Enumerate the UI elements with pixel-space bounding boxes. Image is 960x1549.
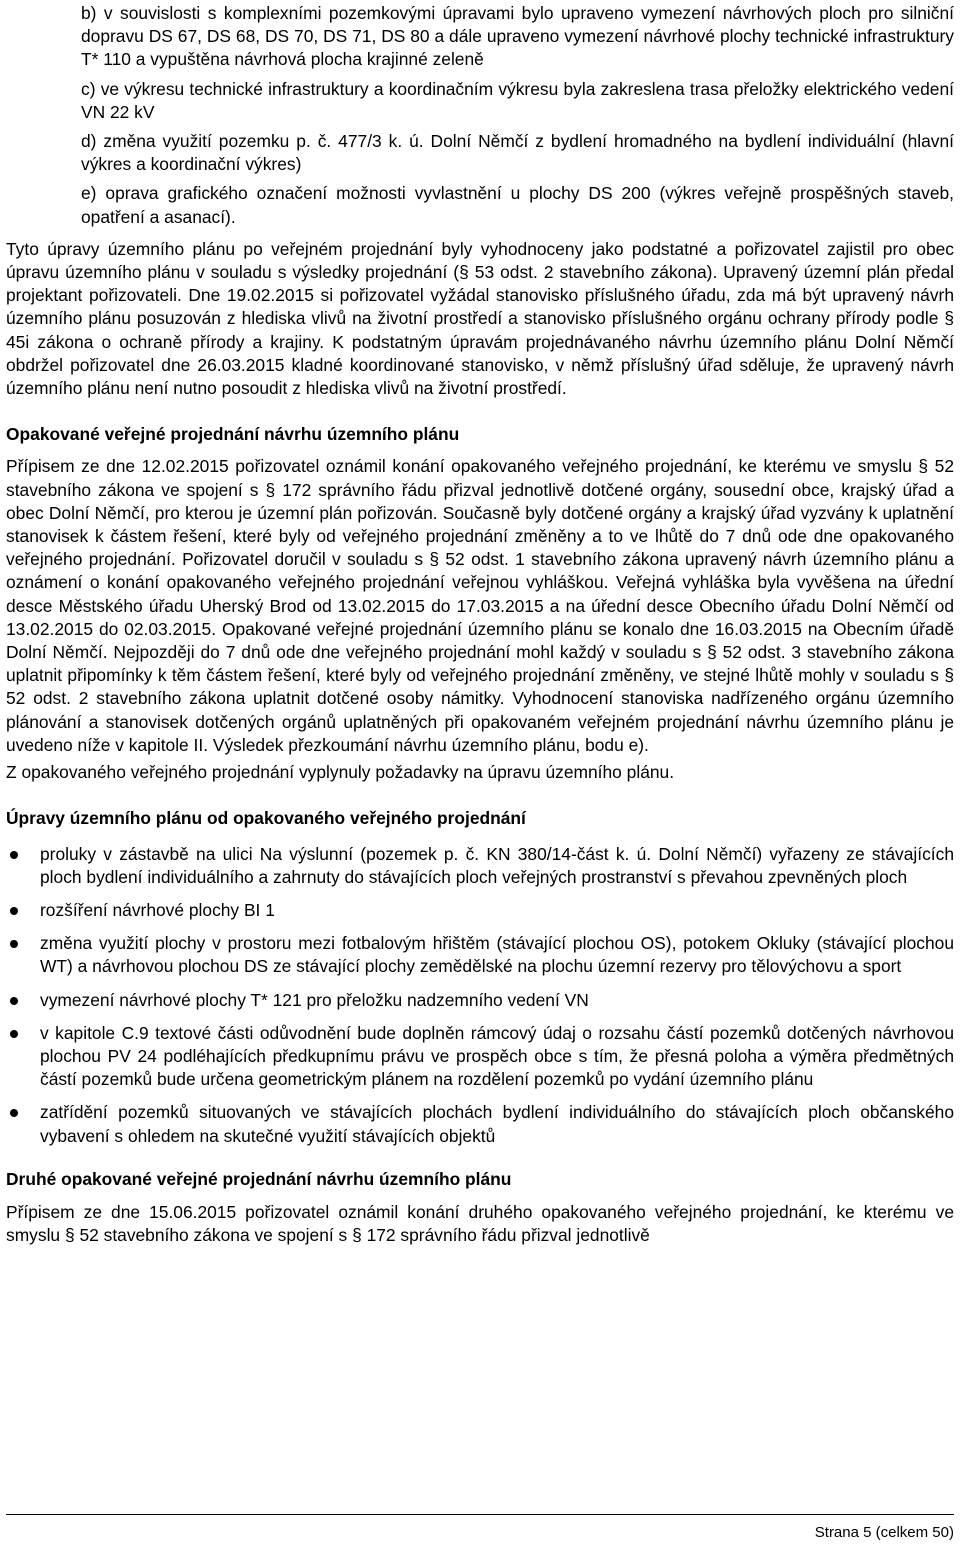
list-item-text: proluky v zástavbě na ulici Na výslunní (pozemek p. č. KN 380/14-část k. ú. Dolní Němčí) vyřazeny ze stávajících ploch bydlení individuálního a zahrnuty do stávajících ploch veřejných prostranství s převahou zpevněných ploch	[40, 843, 954, 887]
page-number: Strana 5 (celkem 50)	[814, 1524, 954, 1541]
list-item-text: změna využití plochy v prostoru mezi fotbalovým hřištěm (stávající plochou OS), potokem Okluky (stávající plochou WT) a návrhovou plochou DS ze stávající plochy zemědělské na plochu územní rezervy pro tělovýchovu a sport	[40, 933, 954, 977]
list-item	[6, 1101, 954, 1147]
bullet-icon	[10, 997, 18, 1005]
section-heading-repeated-hearing: Opakované veřejné projednání návrhu územního plánu	[6, 424, 460, 445]
page-content	[6, 2, 954, 1247]
list-item	[6, 989, 954, 1012]
list-item	[6, 899, 954, 922]
paragraph-requirements: Z opakovaného veřejného projednání vyplynuly požadavky na úpravu územního plánu.	[6, 762, 675, 783]
list-item-text: rozšíření návrhové plochy BI 1	[40, 899, 275, 920]
bullet-icon	[10, 940, 18, 948]
list-item	[6, 932, 954, 978]
list-item-text: v kapitole C.9 textové části odůvodnění bude doplněn rámcový údaj o rozsahu částí pozemků dotčených návrhovou plochou PV 24 podléhajících předkupnímu právu ve prospěch obce s tím, že přesná poloha a výměra předmětných částí pozemků bude určena geometrickým plánem na rozdělení pozemků po vydání územního plánu	[40, 1022, 954, 1090]
section-heading-adjustments: Úpravy územního plánu od opakovaného veřejného projednání	[6, 808, 526, 829]
bullet-icon	[10, 1030, 18, 1038]
paragraph-repeated-hearing: Přípisem ze dne 12.02.2015 pořizovatel oznámil konání opakovaného veřejného projednání, ke kterému ve smyslu § 52 stavebního zákona ve spojení s § 172 správního řádu přizval jednotlivě dotčené orgány, sousední obce, krajský úřad a obec Dolní Němčí, pro kterou je územní plán pořizován. Současně byly dotčené orgány a krajský úřad vyzvány k uplatnění stanovisek k částem řešení, které byly od veřejného projednání změněny a to ve lhůtě do 7 dnů ode dne opakovaného veřejného projednání. Pořizovatel doručil v souladu s § 52 odst. 1 stavebního zákona upravený návrh územního plánu a oznámení o konání opakovaného veřejného projednání veřejnou vyhláškou. Veřejná vyhláška byla vyvěšena na úřední desce Městského úřadu Uherský Brod od 13.02.2015 do 17.03.2015 a na úřední desce Obecního úřadu Dolní Němčí od 13.02.2015 do 02.03.2015. Opakované veřejné projednání územního plánu se konalo dne 16.03.2015 na Obecním úřadě Dolní Němčí. Nejpozději do 7 dnů ode dne veřejného projednání mohl každý v souladu s § 52 odst. 3 stavebního zákona uplatnit připomínky k těm částem řešení, které byly od veřejného projednání změněny, ve stejné lhůtě mohly v souladu s § 52 odst. 2 stavebního zákona uplatnit dotčené osoby námitky. Vyhodnocení stanoviska nadřízeného orgánu územního plánování a stanovisek dotčených orgánů uplatněných při opakovaném veřejném projednání návrhu územního plánu je uvedeno níže v kapitole II. Výsledek přezkoumání návrhu územního plánu, bodu e).	[6, 456, 954, 755]
list-item-text: vymezení návrhové plochy T* 121 pro přeložku nadzemního vedení VN	[40, 989, 589, 1010]
list-item-d: d) změna využití pozemku p. č. 477/3 k. ú. Dolní Němčí z bydlení hromadného na bydlení individuální (hlavní výkres a koordinační výkres)	[81, 131, 954, 175]
list-item-text: zatřídění pozemků situovaných ve stávajících plochách bydlení individuálního do stávajících ploch občanského vybavení s ohledem na skutečné využití stávajících objektů	[40, 1102, 954, 1146]
adjustments-list	[6, 843, 954, 1148]
list-item-c: c) ve výkresu technické infrastruktury a koordinačním výkresu byla zakreslena trasa přeložky elektrického vedení VN 22 kV	[81, 78, 954, 122]
paragraph-adjustments-evaluation: Tyto úpravy územního plánu po veřejném projednání byly vyhodnoceny jako podstatné a pořizovatel zajistil pro obec úpravu územního plánu v souladu s výsledky projednání (§ 53 odst. 2 stavebního zákona). Upravený územní plán předal projektant pořizovateli. Dne 19.02.2015 si pořizovatel vyžádal stanovisko příslušného úřadu, zda má být upravený návrh územního plánu posuzován z hlediska vlivů na životní prostředí a stanovisko příslušného orgánu ochrany přírody podle § 45i zákona o ochraně přírody a krajiny. K podstatným úpravám projednávaného návrhu územního plánu Dolní Němčí obdržel pořizovatel dne 26.03.2015 kladné koordinované stanovisko, v němž příslušný úřad sděluje, že upravený návrh územního plánu není nutno posoudit z hlediska vlivů na životní prostředí.	[6, 238, 954, 399]
section-heading-second-repeated-hearing: Druhé opakované veřejné projednání návrhu územního plánu	[6, 1168, 512, 1189]
bullet-icon	[10, 1109, 18, 1117]
list-item	[6, 843, 954, 889]
footer-divider	[6, 1514, 954, 1515]
bullet-icon	[10, 851, 18, 859]
paragraph-second-repeated-hearing: Přípisem ze dne 15.06.2015 pořizovatel oznámil konání druhého opakovaného veřejného projednání, ke kterému ve smyslu § 52 stavebního zákona ve spojení s § 172 správního řádu přizval jednotlivě	[6, 1201, 954, 1246]
bullet-icon	[10, 907, 18, 915]
list-item-b: b) v souvislosti s komplexními pozemkovými úpravami bylo upraveno vymezení návrhových ploch pro silniční dopravu DS 67, DS 68, DS 70, DS 71, DS 80 a dále upraveno vymezení návrhové plochy technické infrastruktury T* 110 a vypuštěna návrhová plocha krajinné zeleně	[81, 3, 954, 70]
list-item-e: e) oprava grafického označení možnosti vyvlastnění u plochy DS 200 (výkres veřejně prospěšných staveb, opatření a asanací).	[81, 183, 954, 227]
list-item	[6, 1022, 954, 1092]
